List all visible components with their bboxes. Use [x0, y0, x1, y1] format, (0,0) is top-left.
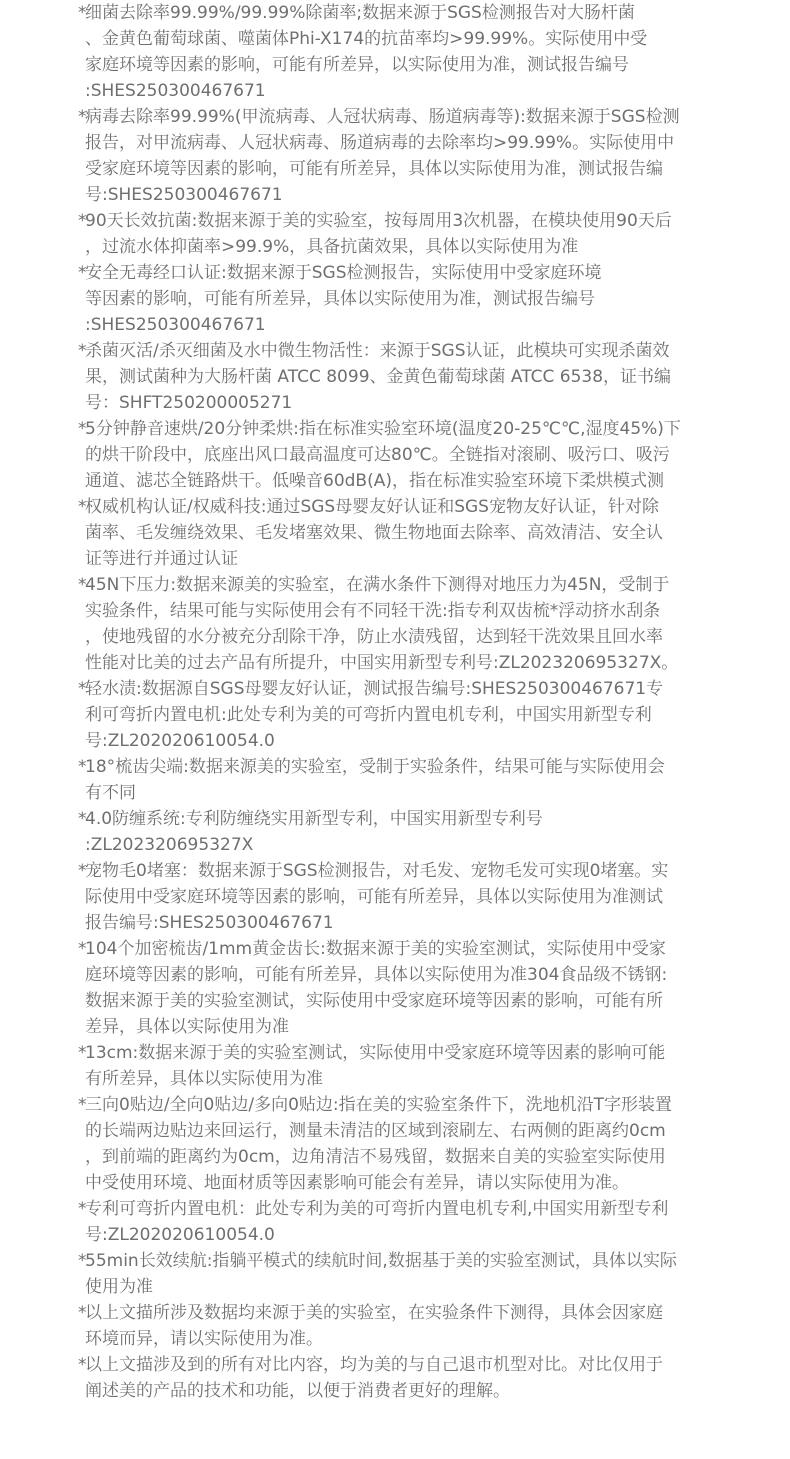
note-text: 55min长效续航:指躺平模式的续航时间,数据基于美的实验室测试，具体以实际 使用为准	[85, 1251, 677, 1297]
note-marker: *	[78, 679, 87, 699]
disclaimer-note	[78, 936, 718, 1040]
note-marker: *	[78, 861, 87, 881]
note-text: 18°梳齿尖端:数据来源美的实验室，受制于实验条件，结果可能与实际使用会 有不同	[85, 757, 665, 803]
disclaimer-note	[78, 806, 718, 858]
note-text: 以上文描涉及到的所有对比内容，均为美的与自己退市机型对比。对比仅用于 阐述美的产品的技术和功能，以便于消费者更好的理解。	[85, 1355, 663, 1401]
disclaimer-note	[78, 754, 718, 806]
note-marker: *	[78, 757, 87, 777]
disclaimer-note	[78, 1196, 718, 1248]
disclaimer-note	[78, 260, 718, 338]
note-marker: *	[78, 3, 87, 23]
note-marker: *	[78, 1095, 87, 1115]
note-marker: *	[78, 1251, 87, 1271]
note-text: 以上文描所涉及数据均来源于美的实验室，在实验条件下测得，具体会因家庭 环境而异，请以实际使用为准。	[85, 1303, 663, 1349]
note-marker: *	[78, 1303, 87, 1323]
note-text: 轻水渍:数据源自SGS母婴友好认证，测试报告编号:SHES250300467671专 利可弯折内置电机:此处专利为美的可弯折内置电机专利，中国实用新型专利 号:ZL202020610054.0	[85, 679, 664, 751]
note-marker: *	[78, 939, 87, 959]
disclaimer-note	[78, 208, 718, 260]
note-text: 三向0贴边/全向0贴边/多向0贴边:指在美的实验室条件下，洗地机沿T字形装置 的长端两边贴边来回运行，测量未清洁的区域到滚刷左、右两侧的距离约0cm ，到前端的距离约为0cm，边角清洁不易残留，数据来自美的实验室实际使用 中受使用环境、地面材质等因素影响可能会有差异，请以实际使用为准。	[85, 1095, 673, 1193]
note-text: 5分钟静音速烘/20分钟柔烘:指在标准实验室环境(温度20-25℃℃,湿度45%)下 的烘干阶段中，底座出风口最高温度可达80℃。全链指对滚刷、吸污口、吸污 通道、滤芯全链路烘干。低噪音60dB(A)，指在标准实验室环境下柔烘模式测	[85, 419, 681, 491]
note-text: 45N下压力:数据来源美的实验室，在满水条件下测得对地压力为45N，受制于 实验条件，结果可能与实际使用会有不同轻干洗:指专利双齿梳*浮动挤水刮条 ，使地残留的水分被充分刮除干净，防止水渍残留，达到轻干洗效果且回水率 性能对比美的过去产品有所提升，中国实用新型专利号:ZL202320695327X。	[85, 575, 679, 673]
note-marker: *	[78, 1355, 87, 1375]
note-marker: *	[78, 497, 87, 517]
disclaimer-note	[78, 494, 718, 572]
note-text: 杀菌灭活/杀灭细菌及水中微生物活性：来源于SGS认证，此模块可实现杀菌效 果，测试菌种为大肠杆菌 ATCC 8099、金黄色葡萄球菌 ATCC 6538，证书编 号：SHFT250200005271	[85, 341, 672, 413]
disclaimer-note	[78, 1040, 718, 1092]
note-marker: *	[78, 211, 87, 231]
note-text: 专利可弯折内置电机：此处专利为美的可弯折内置电机专利,中国实用新型专利 号:ZL202020610054.0	[85, 1199, 669, 1245]
disclaimer-notes	[78, 0, 718, 1404]
note-text: 权威机构认证/权威科技:通过SGS母婴友好认证和SGS宠物友好认证，针对除 菌率、毛发缠绕效果、毛发堵塞效果、微生物地面去除率、高效清洁、安全认 证等进行并通过认证	[85, 497, 663, 569]
disclaimer-note	[78, 0, 718, 104]
note-text: 4.0防缠系统:专利防缠绕实用新型专利，中国实用新型专利号 :ZL202320695327X	[85, 809, 543, 855]
note-marker: *	[78, 1043, 87, 1063]
note-text: 细菌去除率99.99%/99.99%除菌率;数据来源于SGS检测报告对大肠杆菌 、金黄色葡萄球菌、噬菌体Phi-X174的抗苗率均>99.99%。实际使用中受 家庭环境等因素的影响，可能有所差异，以实际使用为准，测试报告编号 :SHES250300467671	[85, 3, 648, 101]
disclaimer-note	[78, 1352, 718, 1404]
note-text: 90天长效抗菌:数据来源于美的实验室，按每周用3次机器，在模块使用90天后 ，过流水体抑菌率>99.9%，具备抗菌效果，具体以实际使用为准	[85, 211, 672, 257]
disclaimer-note	[78, 572, 718, 676]
disclaimer-note	[78, 1092, 718, 1196]
disclaimer-note	[78, 338, 718, 416]
note-text: 安全无毒经口认证:数据来源于SGS检测报告，实际使用中受家庭环境 等因素的影响，可能有所差异，具体以实际使用为准，测试报告编号 :SHES250300467671	[85, 263, 602, 335]
disclaimer-note	[78, 416, 718, 494]
note-marker: *	[78, 263, 87, 283]
note-text: 病毒去除率99.99%(甲流病毒、人冠状病毒、肠道病毒等):数据来源于SGS检测 报告，对甲流病毒、人冠状病毒、肠道病毒的去除率均>99.99%。实际使用中 受家庭环境等因素的影响，可能有所差异，具体以实际使用为准，测试报告编 号:SHES250300467671	[85, 107, 680, 205]
note-text: 宠物毛0堵塞：数据来源于SGS检测报告，对毛发、宠物毛发可实现0堵塞。实 际使用中受家庭环境等因素的影响，可能有所差异，具体以实际使用为准测试 报告编号:SHES250300467671	[85, 861, 669, 933]
disclaimer-note	[78, 1300, 718, 1352]
note-marker: *	[78, 809, 87, 829]
disclaimer-note	[78, 858, 718, 936]
note-marker: *	[78, 419, 87, 439]
note-marker: *	[78, 575, 87, 595]
note-text: 104个加密梳齿/1mm黄金齿长:数据来源于美的实验室测试，实际使用中受家 庭环境等因素的影响，可能有所差异，具体以实际使用为准304食品级不锈钢: 数据来源于美的实验室测试，实际使用中受家庭环境等因素的影响，可能有所 差异，具体以实际使用为准	[85, 939, 668, 1037]
note-text: 13cm:数据来源于美的实验室测试，实际使用中受家庭环境等因素的影响可能 有所差异，具体以实际使用为准	[85, 1043, 666, 1089]
disclaimer-note	[78, 676, 718, 754]
note-marker: *	[78, 107, 87, 127]
disclaimer-note	[78, 1248, 718, 1300]
note-marker: *	[78, 341, 87, 361]
note-marker: *	[78, 1199, 87, 1219]
disclaimer-note	[78, 104, 718, 208]
